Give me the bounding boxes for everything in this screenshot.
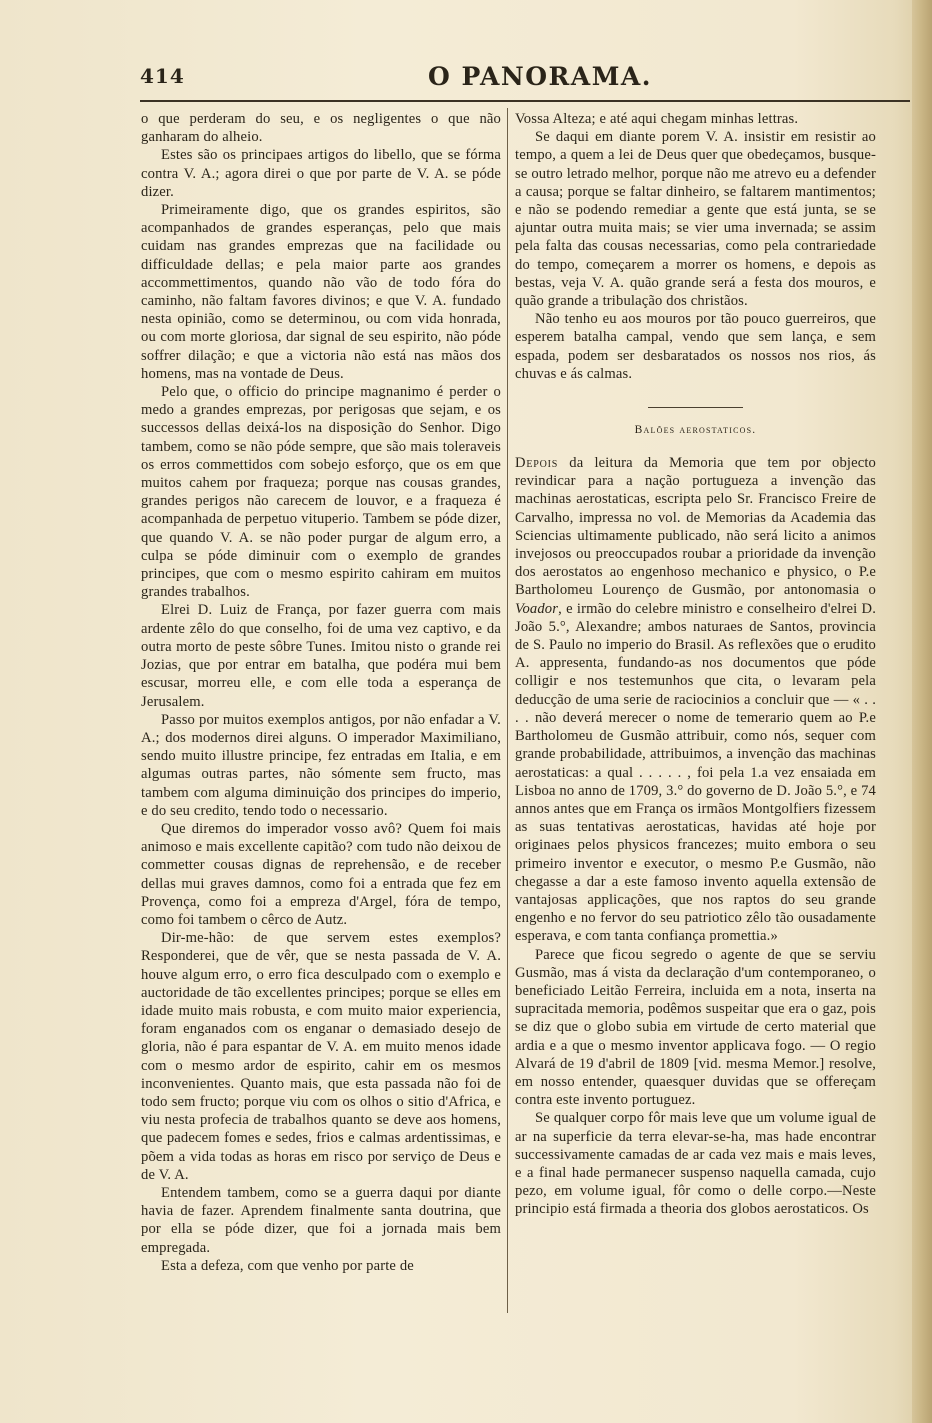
right-paragraph: Parece que ficou segredo o agente de que se serviu Gusmão, mas á vista da declaração d'um contemporaneo, o beneficiado Leitão Ferreira, incluida em a nota, inserta na supracitada memoria, podêmos suspeitar que era o gaz, pois se diz que o globo subia em virtude de certo material que ardia e a que o mesmo inventor applicava fogo. — O regio Alvará de 19 d'abril de 1809 [vid. mesma Memor.] resolve, em nosso entender, quaesquer duvidas que se offereçam contra este invento portuguez. <box>515 946 876 1109</box>
article-italic-word: Voador <box>515 600 559 617</box>
left-paragraph: o que perderam do seu, e os negligentes o que não ganharam do alheio. <box>141 111 501 146</box>
column-divider <box>507 108 508 1313</box>
left-paragraph: Entendem tambem, como se a guerra daqui por diante havia de fazer. Aprendem finalmente santa doutrina, que por ella se póde dizer, que foi a jornada mais bem empregada. <box>141 1184 501 1256</box>
left-paragraph: Dir-me-hão: de que servem estes exemplos? Responderei, que de vêr, que se nesta passada de V. A. houve algum erro, o erro fica desculpado com o exemplo e auctoridade de tão excellentes principes; porque se elles em idade muito mais robusta, e com muito maior experiencia, foram enganados com os enganar o demasiado desejo de gloria, não é para espantar de V. A. em muito menos idade com o mesmo ardor de espirito, cahir em os mesmos inconvenientes. Quanto mais, que esta passada não foi de todo sem fructo; porque viu com os olhos o sitio d'Africa, e viu nesta profecia de trabalhos quanto se deve aos homens, que padecem fomes e sedes, frios e calmas ardentissimas, e põem a vida todas as horas em risco por serviço de Deus e de V. A. <box>141 930 501 1183</box>
right-column <box>515 110 876 1219</box>
header-rule <box>140 100 910 102</box>
left-paragraph: Passo por muitos exemplos antigos, por não enfadar a V. A.; dos modernos direi alguns. O imperador Maximiliano, sendo muito illustre principe, fez entradas em Italia, e em algumas outras partes, não sómente sem fructo, mas tambem com alguma diminuição dos principes do imperio, e do seu credito, tendo todo o necessario. <box>141 711 501 819</box>
article-text: da leitura da Memoria que tem por objecto revindicar para a nação portugueza a invenção das machinas aerostaticas, escripta pelo Sr. Francisco Freire de Carvalho, impressa no vol. de Memorias da Academia das Sciencias ultimamente publicado, não será licito a animos invejosos ou preoccupados roubar a prioridade da invenção dos aerostatos ao engenhoso mechanico e physico, o P.e Bartholomeu Lourenço de Gusmão, por antonomasia o <box>515 455 876 599</box>
left-paragraph: Estes são os principaes artigos do libello, que se fórma contra V. A.; agora direi o que por parte de V. A. se póde dizer. <box>141 147 501 200</box>
article-lead-word: Depois <box>515 455 559 472</box>
journal-title: O PANORAMA. <box>428 62 652 91</box>
page-binding-edge <box>912 0 932 1423</box>
section-divider <box>648 407 743 408</box>
right-paragraph: Vossa Alteza; e até aqui chegam minhas lettras. <box>515 111 799 127</box>
article-text: , e irmão do celebre ministro e conselheiro d'elrei D. João 5.°, Alexandre; ambos naturaes de Santos, provincia de S. Paulo no imperio do Brasil. As reflexões que o erudito A. appresenta, fundando-as nos documentos que póde colligir e nos testemunhos que cita, o levaram pela deducção de uma serie de raciocinios a concluir que — « . . . . não deverá merecer o nome de temerario quem ao P.e Bartholomeu de Gusmão attribuir, como nós, sequer com grande probabilidade, attribuimos, a invenção das machinas aerostaticas: a qual . . . . . , foi pela 1.a vez ensaiada em Lisboa no anno de 1709, 3.° do governo de D. João 5.°, e 74 annos antes que em França os irmãos Montgolfiers fizessem as suas tentativas aerostaticas, havidas até hoje por originaes pelos physicos francezes; muito embora o seu primeiro inventor e executor, o mesmo P.e Gusmão, não chegasse a dar a este famoso invento aquella extensão de vantajosas applicações, que nos raptos do seu grande engenho e no fervor do seu patriotico zêlo tão ousadamente esperava, e com tanta confiança promettia.» <box>515 600 876 945</box>
left-paragraph: Esta a defeza, com que venho por parte de <box>161 1257 414 1274</box>
section-heading: Balões aerostaticos. <box>634 424 757 437</box>
right-paragraph: Se daqui em diante porem V. A. insistir em resistir ao tempo, a quem a lei de Deus quer que obedeçamos, busque-se outro letrado melhor, porque não me atrevo eu a defender a causa; porque se faltar dinheiro, se faltarem mantimentos; e não se podendo remediar a gente que está junta, se se ajuntar outra muita mais; se vier uma invernada; se assim pela falta das cousas necessarias, como pela contrariedade do tempo, começarem a morrer os homens, e depois as bestas, veja V. A. quão grande será a festa dos mouros, e quão grande a tribulação dos christãos. <box>515 129 876 310</box>
left-paragraph: Pelo que, o officio do principe magnanimo é perder o medo a grandes emprezas, por perigosas que sejam, e os successos dellas deixá-los na disposição do Senhor. Digo tambem, como se não póde sempre, que são mais toleraveis os erros commettidos com sobejo esforço, que os em que muitos cahem por fraqueza; porque nas cousas grandes, grandes perigos não carecem de louvor, e a fraqueza é acompanhada de perpetuo vituperio. Tambem se póde dizer, que quando V. A. se não poder purgar de algum erro, a culpa se póde diminuir com o exemplo de grandes principes, que com o mesmo espirito cahiram em muitos grandes trabalhos. <box>141 384 501 601</box>
left-paragraph: Primeiramente digo, que os grandes espiritos, são acompanhados de grandes esperanças, pelo que mais cuidam nas grandes emprezas que na facilidade ou difficuldade dellas; e pela maior parte aos grandes accommettimentos, quando não vão de todo fóra do caminho, não faltam favores divinos; e que V. A. fundado nesta opinião, como se determinou, ou com vida honrada, ou com morte gloriosa, dar signal de seu espirito, não póde soffrer dilação; e que a victoria não está nas mãos dos homens, mas na vontade de Deus. <box>141 202 501 382</box>
left-paragraph: Elrei D. Luiz de França, por fazer guerra com mais ardente zêlo do que conselho, foi de uma vez captivo, e da outra morto de peste sôbre Tunes. Imitou nisto o grande rei Jozias, que por entrar em batalha, que podéra mui bem escusar, morreu elle, e com elle toda a esperança de Jerusalem. <box>141 602 501 710</box>
article-first-paragraph <box>515 454 876 945</box>
page-header <box>140 58 910 98</box>
left-column <box>141 110 501 1275</box>
page-number: 414 <box>140 64 185 88</box>
right-paragraph: Se qualquer corpo fôr mais leve que um volume igual de ar na superficie da terra elevar-se-ha, mas hade encontrar successivamente camadas de ar cada vez mais e mais leves, e a final hade permanecer suspenso naquella camada, cujo pezo, em volume igual, fôr como o delle corpo.—Neste principio está firmada a theoria dos globos aerostaticos. Os <box>515 1110 876 1218</box>
left-paragraph: Que diremos do imperador vosso avô? Quem foi mais animoso e mais excellente capitão? com tudo não deixou de commetter cousas dignas de reprehensão, e de receber dellas mui graves damnos, como foi a entrada que fez em Provença, como foi a empreza d'Argel, fóra de tempo, como foi tambem o cêrco de Autz. <box>141 820 501 928</box>
right-paragraph: Não tenho eu aos mouros por tão pouco guerreiros, que esperem batalha campal, vendo que sem lança, e sem espada, podem ser desbaratados os nossos nos rios, ás chuvas e ás calmas. <box>515 311 876 382</box>
